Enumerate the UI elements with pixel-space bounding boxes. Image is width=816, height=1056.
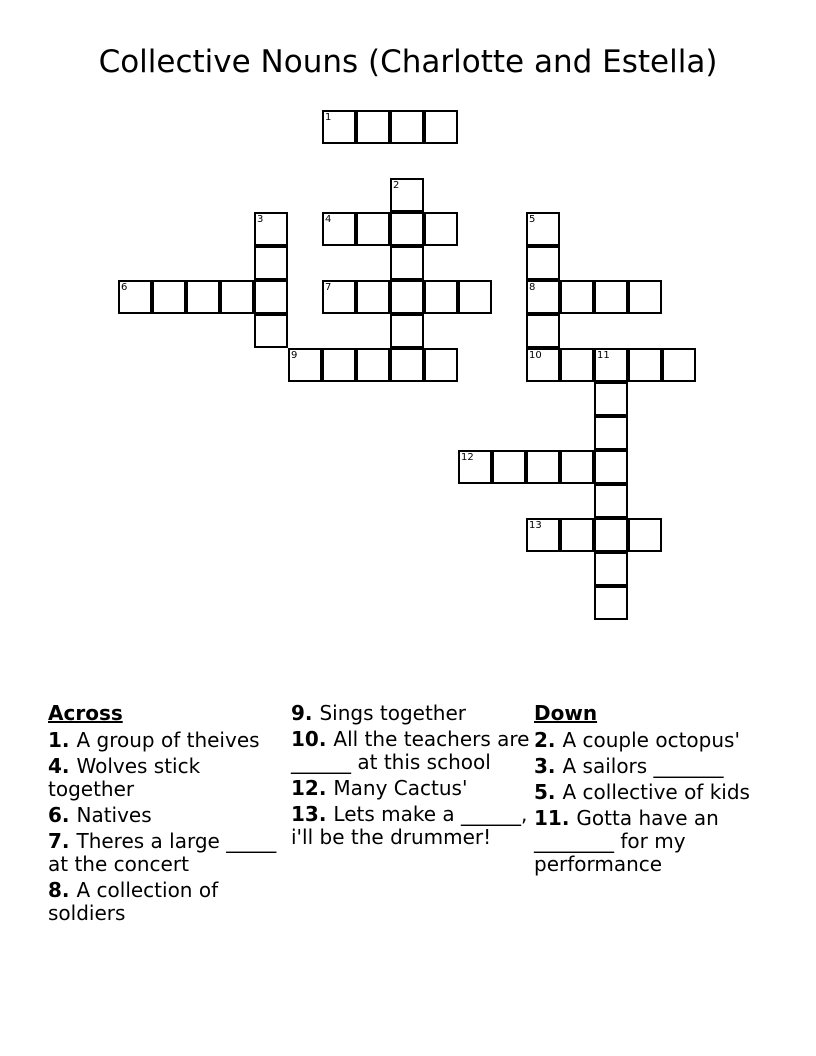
crossword-cell[interactable] bbox=[254, 246, 288, 280]
clue-text: All the teachers are ______ at this school bbox=[291, 727, 530, 774]
crossword-cell[interactable] bbox=[594, 416, 628, 450]
clue-text: Sings together bbox=[319, 701, 467, 725]
clue-number-label: 6 bbox=[48, 803, 62, 827]
clue-7: 7. Theres a large _____ at the concert bbox=[48, 829, 277, 876]
crossword-cell[interactable] bbox=[152, 280, 186, 314]
clue-3: 3. A sailors _______ bbox=[534, 754, 724, 778]
clue-text: A collection of soldiers bbox=[48, 878, 219, 925]
crossword-cell[interactable] bbox=[322, 212, 356, 246]
clue-number: 6 bbox=[121, 282, 128, 293]
clue-text: Many Cactus' bbox=[333, 776, 468, 800]
crossword-cell[interactable] bbox=[390, 178, 424, 212]
crossword-cell[interactable] bbox=[594, 484, 628, 518]
clue-2: 2. A couple octopus' bbox=[534, 728, 740, 752]
crossword-cell[interactable] bbox=[594, 450, 628, 484]
crossword-cell[interactable] bbox=[254, 314, 288, 348]
clue-number-label: 7 bbox=[48, 829, 62, 853]
crossword-cell[interactable] bbox=[458, 450, 492, 484]
clue-number: 13 bbox=[529, 520, 542, 531]
crossword-cell[interactable] bbox=[390, 110, 424, 144]
crossword-cell[interactable] bbox=[254, 212, 288, 246]
clue-number-label: 5 bbox=[534, 780, 548, 804]
crossword-cell[interactable] bbox=[594, 348, 628, 382]
clue-text: Theres a large _____ at the concert bbox=[48, 829, 277, 876]
clue-11: 11. Gotta have an ________ for my performance bbox=[534, 806, 719, 876]
clue-number: 7 bbox=[325, 282, 332, 293]
clue-number: 4 bbox=[325, 214, 332, 225]
clue-number: 3 bbox=[257, 214, 264, 225]
crossword-cell[interactable] bbox=[458, 280, 492, 314]
clue-text: A couple octopus' bbox=[562, 728, 740, 752]
crossword-cell[interactable] bbox=[628, 348, 662, 382]
clue-number: 1 bbox=[325, 112, 332, 123]
clue-text: A collective of kids bbox=[562, 780, 750, 804]
clue-number-label: 2 bbox=[534, 728, 548, 752]
crossword-cell[interactable] bbox=[628, 518, 662, 552]
crossword-cell[interactable] bbox=[594, 382, 628, 416]
crossword-cell[interactable] bbox=[424, 212, 458, 246]
clue-number: 10 bbox=[529, 350, 542, 361]
crossword-cell[interactable] bbox=[560, 348, 594, 382]
crossword-cell[interactable] bbox=[560, 280, 594, 314]
clue-number-label: 1 bbox=[48, 728, 62, 752]
crossword-cell[interactable] bbox=[560, 518, 594, 552]
clue-text: A sailors _______ bbox=[562, 754, 724, 778]
crossword-cell[interactable] bbox=[322, 280, 356, 314]
page-title: Collective Nouns (Charlotte and Estella) bbox=[98, 44, 718, 80]
crossword-cell[interactable] bbox=[424, 110, 458, 144]
clue-text: Natives bbox=[76, 803, 152, 827]
crossword-cell[interactable] bbox=[322, 348, 356, 382]
clue-number-label: 8 bbox=[48, 878, 62, 902]
crossword-cell[interactable] bbox=[390, 212, 424, 246]
down-heading: Down bbox=[534, 701, 598, 725]
crossword-cell[interactable] bbox=[628, 280, 662, 314]
clue-number-label: 9 bbox=[291, 701, 305, 725]
crossword-cell[interactable] bbox=[390, 246, 424, 280]
clue-text: Lets make a ______, i'll be the drummer! bbox=[291, 802, 528, 849]
clue-8: 8. A collection of soldiers bbox=[48, 878, 219, 925]
clue-4: 4. Wolves stick together bbox=[48, 754, 201, 801]
clue-number: 12 bbox=[461, 452, 474, 463]
crossword-cell[interactable] bbox=[594, 552, 628, 586]
across-heading: Across bbox=[48, 701, 123, 725]
crossword-cell[interactable] bbox=[526, 246, 560, 280]
crossword-cell[interactable] bbox=[220, 280, 254, 314]
crossword-cell[interactable] bbox=[288, 348, 322, 382]
crossword-cell[interactable] bbox=[390, 280, 424, 314]
clue-number-label: 12 bbox=[291, 776, 319, 800]
crossword-cell[interactable] bbox=[526, 314, 560, 348]
crossword-cell[interactable] bbox=[526, 348, 560, 382]
clue-number: 5 bbox=[529, 214, 536, 225]
clue-10: 10. All the teachers are ______ at this school bbox=[291, 727, 530, 774]
clue-9: 9. Sings together bbox=[291, 701, 467, 725]
crossword-cell[interactable] bbox=[356, 110, 390, 144]
crossword-cell[interactable] bbox=[594, 586, 628, 620]
clue-1: 1. A group of theives bbox=[48, 728, 260, 752]
clue-number: 2 bbox=[393, 180, 400, 191]
clue-number-label: 10 bbox=[291, 727, 319, 751]
crossword-cell[interactable] bbox=[560, 450, 594, 484]
crossword-cell[interactable] bbox=[662, 348, 696, 382]
crossword-cell[interactable] bbox=[424, 348, 458, 382]
across-column-1 bbox=[48, 702, 288, 928]
crossword-cell[interactable] bbox=[526, 518, 560, 552]
clue-5: 5. A collective of kids bbox=[534, 780, 750, 804]
crossword-cell[interactable] bbox=[186, 280, 220, 314]
crossword-cell[interactable] bbox=[594, 280, 628, 314]
crossword-cell[interactable] bbox=[390, 348, 424, 382]
crossword-cell[interactable] bbox=[254, 280, 288, 314]
clue-6: 6. Natives bbox=[48, 803, 152, 827]
clue-number-label: 4 bbox=[48, 754, 62, 778]
clue-number: 8 bbox=[529, 282, 536, 293]
crossword-cell[interactable] bbox=[492, 450, 526, 484]
crossword-cell[interactable] bbox=[356, 348, 390, 382]
crossword-cell[interactable] bbox=[526, 280, 560, 314]
clue-text: Gotta have an ________ for my performance bbox=[534, 806, 719, 876]
clue-12: 12. Many Cactus' bbox=[291, 776, 468, 800]
crossword-cell[interactable] bbox=[526, 450, 560, 484]
crossword-cell[interactable] bbox=[526, 212, 560, 246]
crossword-cell[interactable] bbox=[424, 280, 458, 314]
crossword-cell[interactable] bbox=[118, 280, 152, 314]
clue-number-label: 13 bbox=[291, 802, 319, 826]
clue-number-label: 11 bbox=[534, 806, 562, 830]
clue-number: 9 bbox=[291, 350, 298, 361]
crossword-cell[interactable] bbox=[356, 280, 390, 314]
crossword-cell[interactable] bbox=[594, 518, 628, 552]
crossword-cell[interactable] bbox=[390, 314, 424, 348]
clue-number-label: 3 bbox=[534, 754, 548, 778]
clue-number: 11 bbox=[597, 350, 610, 361]
clue-13: 13. Lets make a ______, i'll be the drummer! bbox=[291, 802, 528, 849]
down-column bbox=[534, 702, 764, 879]
crossword-cell[interactable] bbox=[322, 110, 356, 144]
clue-text: Wolves stick together bbox=[48, 754, 201, 801]
crossword-cell[interactable] bbox=[356, 212, 390, 246]
clue-text: A group of theives bbox=[76, 728, 260, 752]
across-column-2 bbox=[291, 702, 531, 852]
